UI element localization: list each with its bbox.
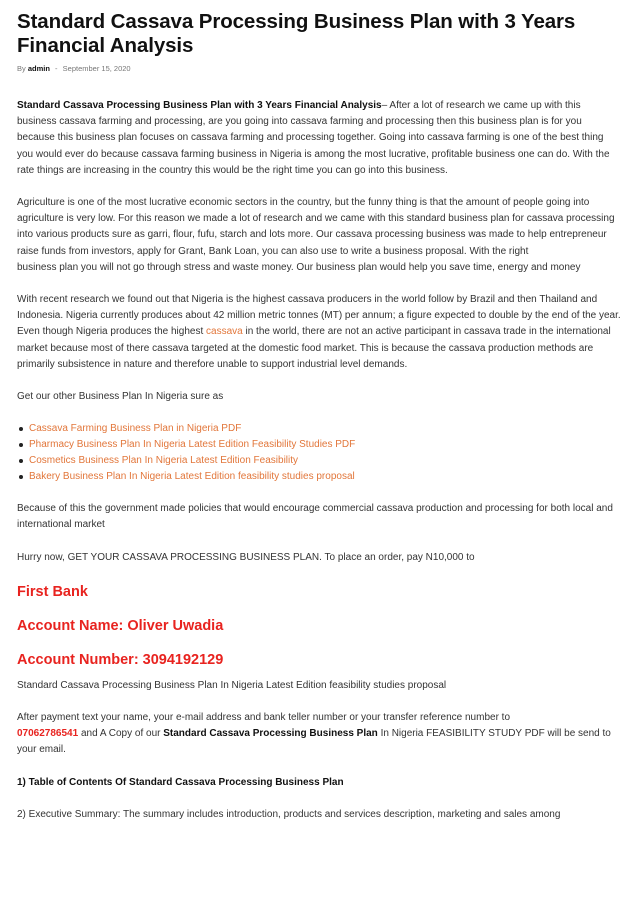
research-text-before: With recent research we found out that Nigeria is the highest cassava producers in the world follow by Brazil and then Thailand and Indonesia. Nigeria currently produces about 42 million metric tonnes (MT) per annum; a figure expected to double by the end of the year. Even though Nigeria produces the highest: [17, 294, 621, 338]
list-item: [17, 437, 621, 453]
agriculture-paragraph: Agriculture is one of the most lucrative economic sectors in the country, but the funny thing is that the amount of people going into agriculture is very low. For this reason we made a lot of research and we came with this standard business plan for cassava processing into various products sure as garri, flour, fufu, starch and lots more. Our cassava processing business was made to help entrepreneur raise funds from investors, apply for Grant, Bank Loan, you can also use to write a business proposal. With the right: [17, 197, 615, 257]
research-paragraph: [17, 292, 621, 373]
plan-link-cassava-farming[interactable]: Cassava Farming Business Plan in Nigeria PDF: [29, 423, 242, 435]
list-item: [17, 421, 621, 437]
list-item: [17, 453, 621, 469]
intro-text: – After a lot of research we came up with this business cassava farming and processing, are you going into cassava farming and processing then this business plan is for you because this business plan focuses on cassava farming and processing together. Going into cassava farming is one of the best thing you would ever do because cassava farming business in Nigeria is among the most lucrative, profitable business one can do. With the rate things are increasing in the country this would be the right time you can go into this business.: [17, 100, 610, 176]
post-date: September 15, 2020: [62, 64, 131, 73]
payment-text-middle: and A Copy of our: [78, 728, 164, 740]
payment-bold-title: Standard Cassava Processing Business Plan: [163, 728, 378, 740]
government-paragraph: Because of this the government made policies that would encourage commercial cassava production and processing for both local and international market: [17, 503, 613, 531]
cassava-link[interactable]: cassava: [206, 326, 243, 338]
intro-paragraph: [17, 98, 621, 179]
list-item: [17, 469, 621, 485]
toc-heading: 1) Table of Contents Of Standard Cassava Processing Business Plan: [17, 776, 344, 788]
order-paragraph: Hurry now, GET YOUR CASSAVA PROCESSING BUSINESS PLAN. To place an order, pay N10,000 to: [17, 551, 475, 563]
payment-text-before: After payment text your name, your e-mail address and bank teller number or your transfer reference number to: [17, 712, 511, 724]
agriculture-paragraph-continued: business plan you will not go through stress and waste money. Our business plan would help you save time, energy and money: [17, 261, 581, 273]
executive-summary: 2) Executive Summary: The summary includes introduction, products and services description, marketing and sales among: [17, 808, 561, 820]
other-plans-intro: Get our other Business Plan In Nigeria sure as: [17, 391, 224, 403]
other-plans-list: [17, 421, 621, 485]
plan-link-bakery[interactable]: Bakery Business Plan In Nigeria Latest Edition feasibility studies proposal: [29, 471, 355, 483]
plan-link-cosmetics[interactable]: Cosmetics Business Plan In Nigeria Latest Edition Feasibility: [29, 455, 299, 467]
author-link[interactable]: admin: [27, 64, 50, 73]
account-name: Account Name: Oliver Uwadia: [17, 617, 224, 634]
account-number: Account Number: 3094192129: [17, 651, 224, 668]
bank-name: First Bank: [17, 583, 88, 600]
meta-separator: -: [55, 64, 58, 73]
payment-text-after: In Nigeria FEASIBILITY STUDY PDF will be send to your email.: [17, 728, 611, 756]
proposal-line: Standard Cassava Processing Business Plan In Nigeria Latest Edition feasibility studies proposal: [17, 679, 447, 691]
intro-lead: Standard Cassava Processing Business Plan with 3 Years Financial Analysis: [17, 100, 382, 111]
meta-by: By: [17, 64, 26, 73]
payment-paragraph: [17, 710, 621, 759]
post-meta: [17, 64, 621, 73]
plan-link-pharmacy[interactable]: Pharmacy Business Plan In Nigeria Latest Edition Feasibility Studies PDF: [29, 439, 356, 451]
research-text-after: in the world, there are not an active participant in cassava trade in the international market because most of there cassava targeted at the domestic food market. This is because the cassava production methods are primarily subsistence in nature and therefore unable to support industrial level demands.: [17, 326, 611, 370]
phone-number[interactable]: 07062786541: [17, 728, 79, 740]
page-title: Standard Cassava Processing Business Plan with 3 Years Financial Analysis: [17, 10, 576, 57]
